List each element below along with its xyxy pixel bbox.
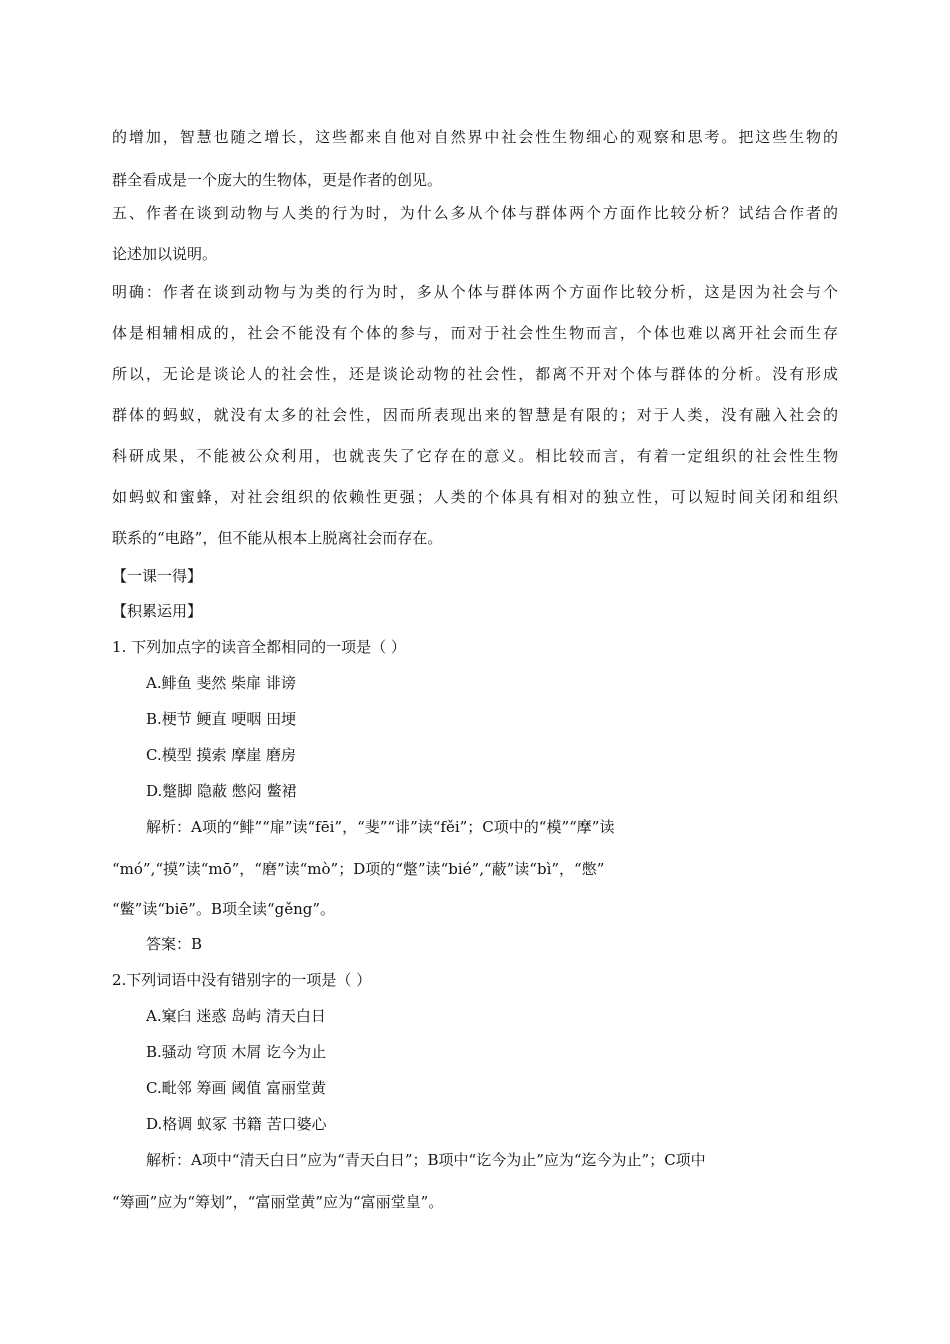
- question-1-option: A.鲱鱼 斐然 柴扉 诽谤: [146, 674, 296, 692]
- question-2-option: B.骚动 穹顶 木屑 讫今为止: [146, 1043, 327, 1061]
- question-1-option: B.梗节 鲠直 哽咽 田埂: [146, 710, 297, 728]
- answer-5-line: 群体的蚂蚁，就没有太多的社会性，因而所表现出来的智慧是有限的；对于人类，没有融入社会的: [112, 406, 838, 424]
- question-1-analysis: “鳖”读“biē”。B项全读“gěng”。: [112, 900, 336, 918]
- question-1-analysis: “mó”,“摸”读“mō”，“磨”读“mò”；D项的“蹩”读“bié”,“蔽”读“bì”，“憋”: [112, 860, 605, 878]
- question-5-line: 五、作者在谈到动物与人类的行为时，为什么多从个体与群体两个方面作比较分析？试结合作者的: [112, 204, 838, 222]
- question-1-option: D.蹩脚 隐蔽 憋闷 鳖裙: [146, 782, 297, 800]
- question-1-option: C.模型 摸索 摩崖 磨房: [146, 746, 297, 764]
- section-heading: 【一课一得】: [112, 567, 203, 585]
- text-line: 群全看成是一个庞大的生物体，更是作者的创见。: [112, 171, 443, 189]
- question-1-answer: 答案：B: [146, 935, 203, 953]
- answer-5-line: 所以，无论是谈论人的社会性，还是谈论动物的社会性，都离不开对个体与群体的分析。没有形成: [112, 365, 838, 383]
- answer-5-line: 明确：作者在谈到动物与为类的行为时，多从个体与群体两个方面作比较分析，这是因为社会与个: [112, 283, 838, 301]
- question-1-stem: 1. 下列加点字的读音全都相同的一项是（ ）: [112, 638, 406, 656]
- question-2-analysis: 解析：A项中“清天白日”应为“青天白日”；B项中“讫今为止”应为“迄今为止”；C项中: [146, 1151, 706, 1169]
- question-1-analysis: 解析：A项的“鲱”“扉”读“fēi”，“斐”“诽”读“fěi”；C项中的“模”“摩”读: [146, 818, 615, 836]
- answer-5-line: 联系的“电路”，但不能从根本上脱离社会而存在。: [112, 529, 443, 547]
- answer-5-line: 如蚂蚁和蜜蜂，对社会组织的依赖性更强；人类的个体具有相对的独立性，可以短时间关闭和组织: [112, 488, 838, 506]
- question-2-option: D.格调 蚁冢 书籍 苦口婆心: [146, 1115, 327, 1133]
- section-heading: 【积累运用】: [112, 602, 203, 620]
- question-2-option: C.毗邻 筹画 阈值 富丽堂黄: [146, 1079, 327, 1097]
- question-2-option: A.窠臼 迷惑 岛屿 清天白日: [146, 1007, 326, 1025]
- question-2-stem: 2.下列词语中没有错别字的一项是（ ）: [112, 971, 372, 989]
- question-2-analysis: “筹画”应为“筹划”，“富丽堂黄”应为“富丽堂皇”。: [112, 1193, 444, 1211]
- answer-5-line: 科研成果，不能被公众利用，也就丧失了它存在的意义。相比较而言，有着一定组织的社会性生物: [112, 447, 838, 465]
- text-line: 的增加，智慧也随之增长，这些都来自他对自然界中社会性生物细心的观察和思考。把这些生物的: [112, 128, 838, 146]
- answer-5-line: 体是相辅相成的，社会不能没有个体的参与，而对于社会性生物而言，个体也难以离开社会而生存: [112, 324, 838, 342]
- question-5-line: 论述加以说明。: [112, 245, 218, 263]
